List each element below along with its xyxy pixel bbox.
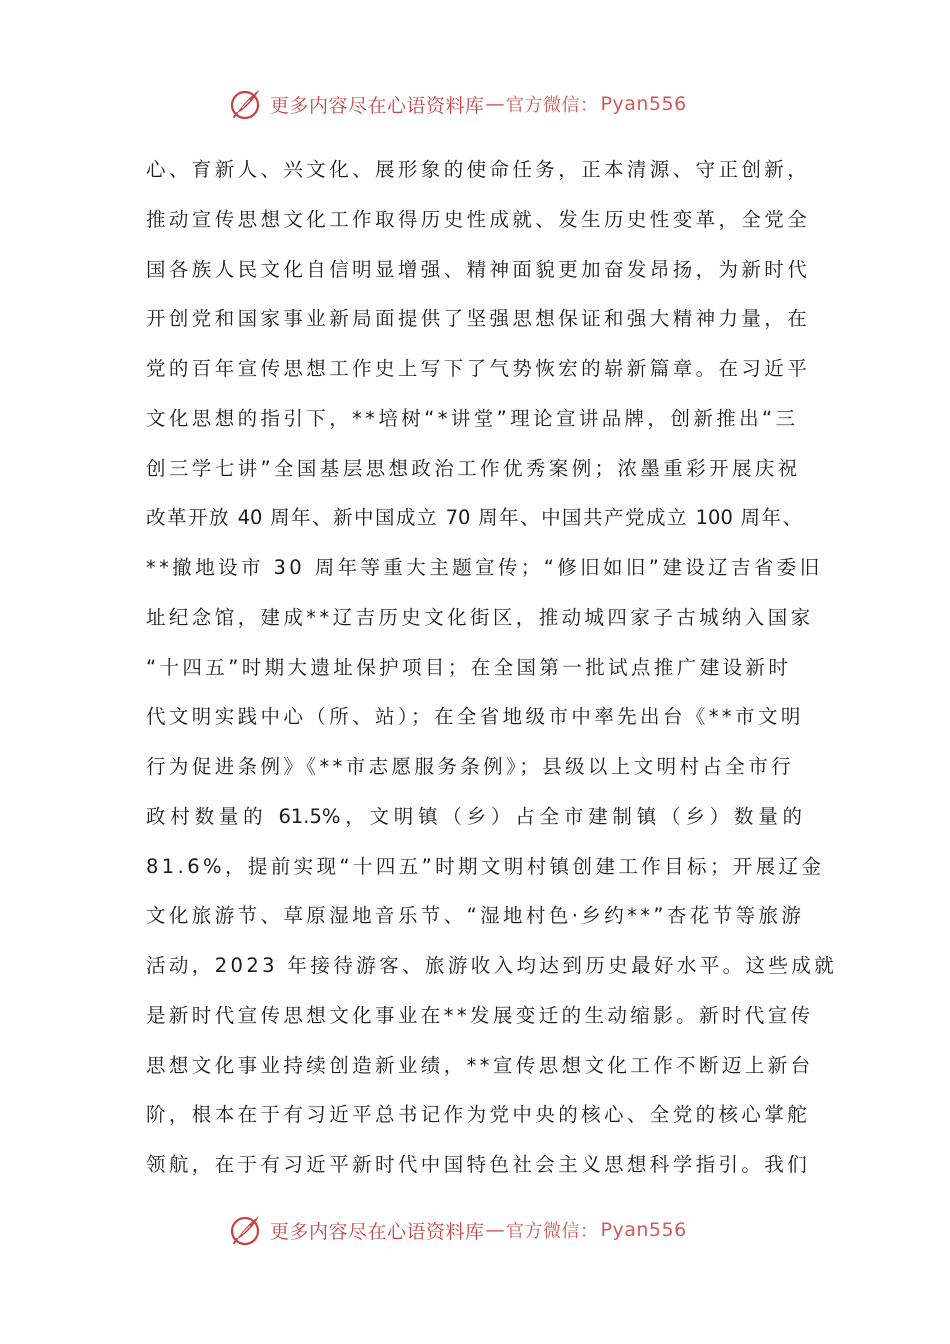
header-banner-text <box>270 91 687 118</box>
text-line: 阶，根本在于有习近平总书记作为党中央的核心、全党的核心掌舵 <box>146 1103 811 1127</box>
text-line: 址纪念馆，建成**辽吉历史文化街区，推动城四家子古城纳入国家 <box>146 605 814 629</box>
banner-sub-text: 官方微信： <box>506 95 599 116</box>
text-line: 创三学七讲”全国基层思想政治工作优秀案例；浓墨重彩开展庆祝 <box>146 456 801 480</box>
banner-main-text: 更多内容尽在心语资料库 <box>270 1220 485 1243</box>
text-line: 思想文化事业持续创造新业绩，**宣传思想文化工作不断迈上新台 <box>146 1053 814 1077</box>
banner-wechat-id: Pyan556 <box>600 1219 687 1241</box>
text-line: 文化旅游节、草原湿地音乐节、“湿地村色·乡约**”杏花节等旅游 <box>146 904 805 928</box>
quill-logo-icon <box>228 1212 264 1248</box>
footer-banner-text <box>270 1217 687 1244</box>
text-line: 政村数量的 61.5%，文明镇（乡）占全市建制镇（乡）数量的 <box>146 804 802 828</box>
banner-wechat-id: Pyan556 <box>600 93 687 115</box>
text-line: 改革开放 40 周年、新中国成立 70 周年、中国共产党成立 100 周年、 <box>146 506 802 530</box>
text-line: 代文明实践中心（所、站）；在全省地级市中率先出台《**市文明 <box>146 705 804 729</box>
text-line: 心、育新人、兴文化、展形象的使命任务，正本清源、守正创新， <box>146 158 811 181</box>
text-line: 党的百年宣传思想工作史上写下了气势恢宏的崭新篇章。在习近平 <box>146 357 811 380</box>
text-line: “十四五”时期大遗址保护项目；在全国第一批试点推广建设新时 <box>146 655 792 679</box>
text-line: 81.6%，提前实现“十四五”时期文明村镇创建工作目标；开展辽金 <box>146 854 825 878</box>
text-line: 领航，在于有习近平新时代中国特色社会主义思想科学指引。我们 <box>146 1153 811 1176</box>
text-line: 开创党和国家事业新局面提供了坚强思想保证和强大精神力量，在 <box>146 307 811 331</box>
banner-dash: — <box>485 93 506 115</box>
banner-sub-text: 官方微信： <box>506 1221 599 1242</box>
banner-main-text: 更多内容尽在心语资料库 <box>270 94 485 117</box>
text-line: 文化思想的指引下，**培树“*讲堂”理论宣讲品牌，创新推出“三 <box>146 406 799 430</box>
text-line: 推动宣传思想文化工作取得历史性成就、发生历史性变革，全党全 <box>146 207 811 231</box>
text-line: **撤地设市 30 周年等重大主题宣传；“修旧如旧”建设辽吉省委旧 <box>146 556 823 579</box>
header-banner <box>228 84 748 124</box>
banner-dash: — <box>485 1219 506 1241</box>
body-text <box>146 150 838 1195</box>
footer-banner <box>228 1210 748 1250</box>
text-line: 是新时代宣传思想文化事业在**发展变迁的生动缩影。新时代宣传 <box>146 1003 814 1027</box>
text-line: 活动，2023 年接待游客、旅游收入均达到历史最好水平。这些成就 <box>146 954 838 977</box>
quill-logo-icon <box>228 86 264 122</box>
text-line: 行为促进条例》《**市志愿服务条例》；县级以上文明村占全市行 <box>146 755 795 778</box>
text-line: 国各族人民文化自信明显增强、精神面貌更加奋发昂扬，为新时代 <box>146 257 811 281</box>
